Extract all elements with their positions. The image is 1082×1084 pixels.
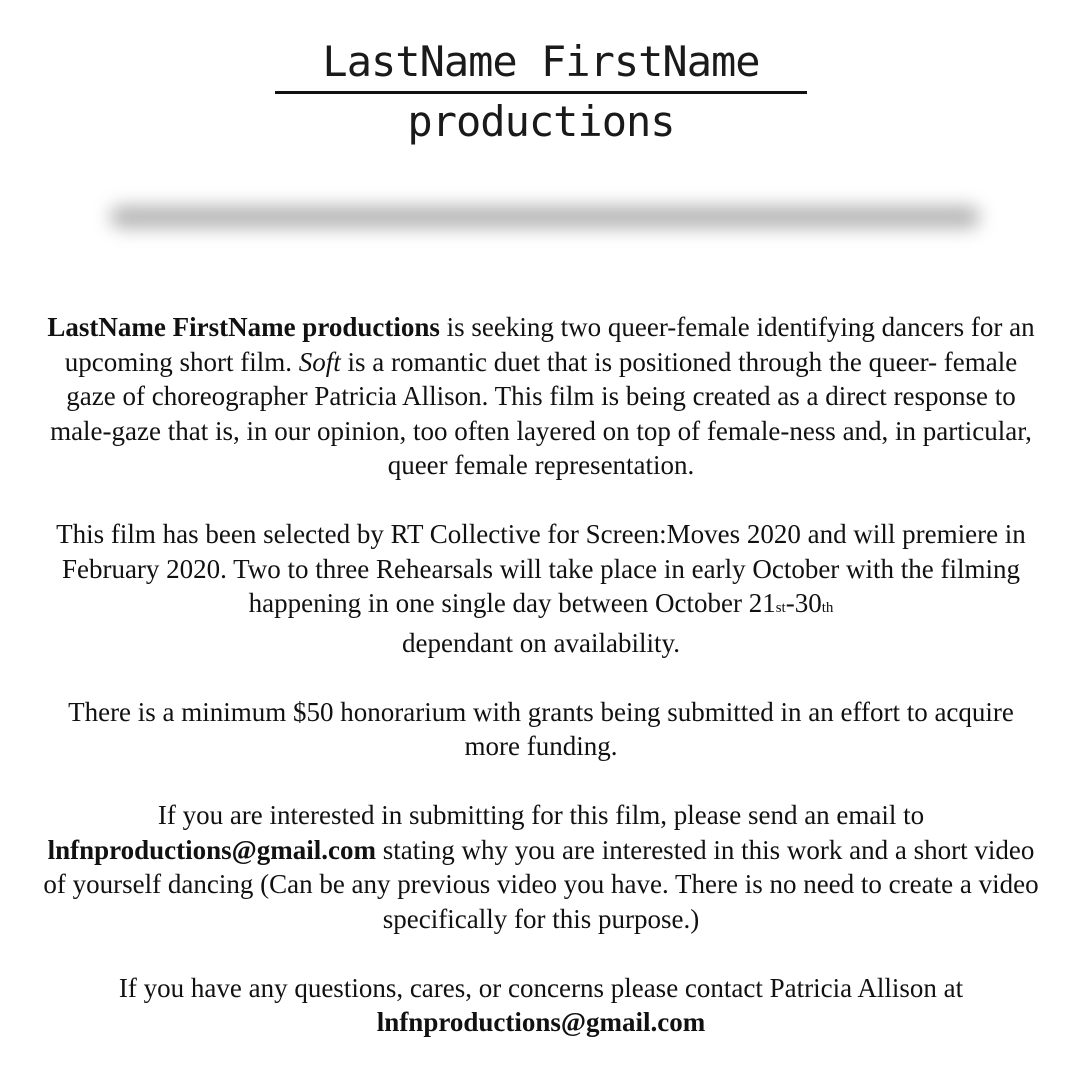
submission-text-a: If you are interested in submitting for this film, please send an email to <box>157 800 925 830</box>
schedule-text-a: This film has been selected by RT Collective for Screen:Moves 2020 and will premiere in February 2020. Two to three Rehearsals will take place in early October with the filming happening in one single day between October 21 <box>56 519 1026 618</box>
intro-text-b: is a romantic duet that is positioned through the queer- female gaze of choreographer Patricia Allison. This film is being created as a direct response to male-gaze that is, in our opinion, too often layered on top of female-ness and, in particular, queer female representation. <box>50 346 1032 480</box>
brand-underline <box>275 91 807 94</box>
schedule-suffix-th: th <box>821 600 834 616</box>
brand-name: LastName FirstName <box>322 37 760 86</box>
paragraph-honorarium <box>40 695 1042 764</box>
schedule-text-c: dependant on availability. <box>402 627 680 658</box>
brand-subtitle: productions <box>407 97 675 146</box>
contact-email: lnfnproductions@gmail.com <box>376 1007 706 1037</box>
paragraph-submission <box>40 798 1042 936</box>
paragraph-contact <box>40 971 1042 1040</box>
paragraph-schedule <box>40 517 1042 660</box>
contact-text-a: If you have any questions, cares, or concerns please contact Patricia Allison at <box>118 972 964 1003</box>
company-name: LastName FirstName productions <box>47 312 440 342</box>
blurred-line <box>110 206 980 228</box>
film-title: Soft <box>298 346 341 377</box>
submission-text-b: stating why you are interested in this work and a short video of yourself dancing (Can be any previous video you have. There is no need to create a video specifically for this purpose.) <box>43 834 1039 934</box>
intro-text-a: is seeking two queer-female identifying dancers for an upcoming short film. <box>64 312 1035 377</box>
schedule-suffix-st: st <box>775 600 786 616</box>
honorarium-text: There is a minimum $50 honorarium with grants being submitted in an effort to acquire more funding. <box>68 696 1014 761</box>
submission-email: lnfnproductions@gmail.com <box>47 834 377 865</box>
schedule-text-b: -30 <box>785 588 822 618</box>
document-body <box>40 310 1042 1040</box>
paragraph-intro <box>40 310 1042 483</box>
logo-header <box>0 36 1082 148</box>
